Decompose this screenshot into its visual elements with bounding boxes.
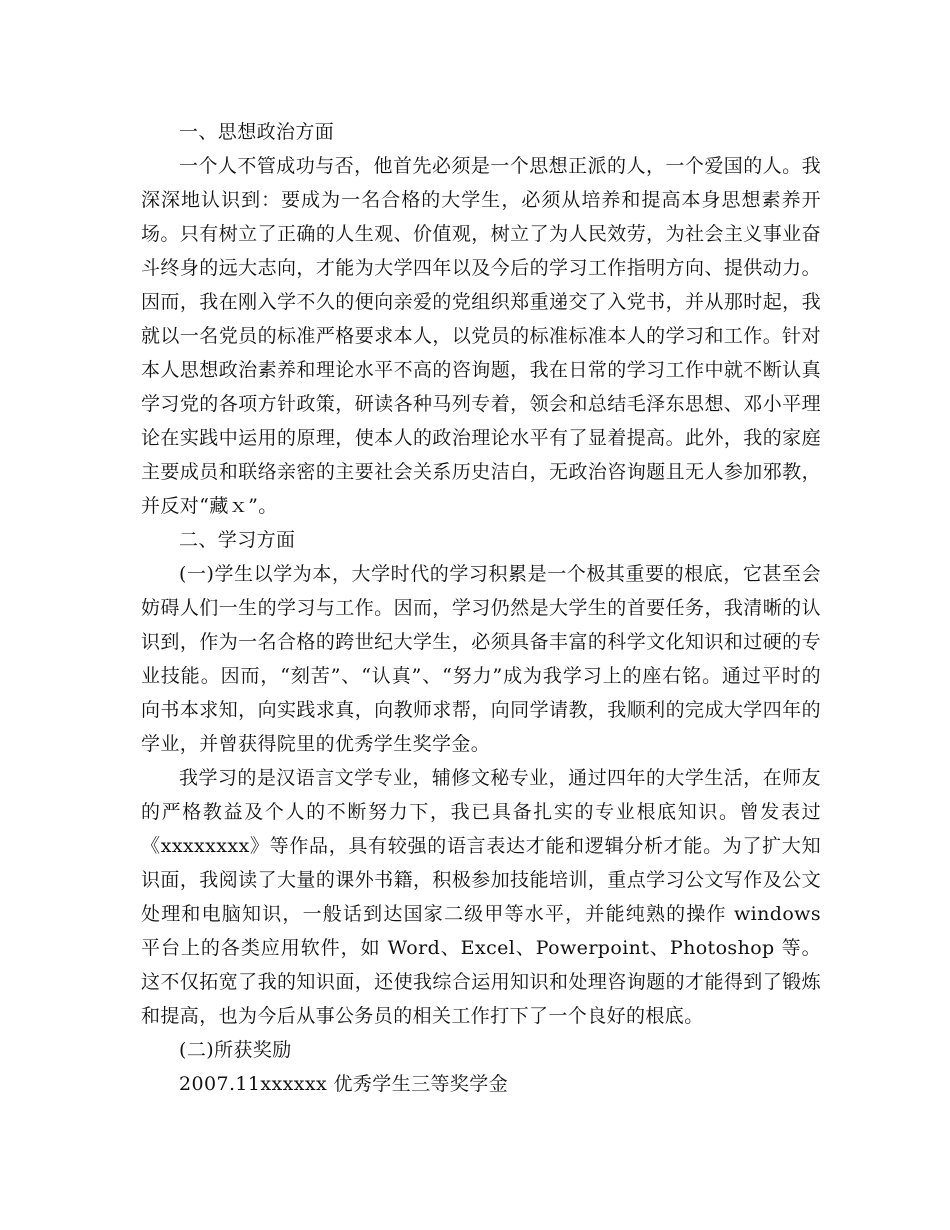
study-paragraph-2: 我学习的是汉语言文学专业，辅修文秘专业，通过四年的大学生活，在师友的严格教益及个人的不断努力下，我已具备扎实的专业根底知识。曾发表过《xxxxxxxx》等作品，具有较强的语言表达才能和逻辑分析才能。为了扩大知识面，我阅读了大量的课外书籍，积极参加技能培训，重点学习公文写作及公文处理和电脑知识，一般话到达国家二级甲等水平，并能纯熟的操作 windows 平台上的各类应用软件，如 Word、Excel、Powerpoint、Photoshop 等。这不仅拓宽了我的知识面，还使我综合运用知识和处理咨询题的才能得到了锻炼和提高，也为今后从事公务员的相关工作打下了一个良好的根底。: [141, 767, 821, 1027]
study-paragraph-1: (一)学生以学为本，大学时代的学习积累是一个极其重要的根底，它甚至会妨碍人们一生的学习与工作。因而，学习仍然是大学生的首要任务，我清晰的认识到，作为一名合格的跨世纪大学生，必须具备丰富的科学文化知识和过硬的专业技能。因而，“刻苦”、“认真”、“努力”成为我学习上的座右铭。通过平时的向书本求知，向实践求真，向教师求帮，向同学请教，我顺利的完成大学四年的学业，并曾获得院里的优秀学生奖学金。: [141, 563, 821, 755]
document-body: [141, 115, 821, 1101]
section-heading-politics: 一、思想政治方面: [179, 121, 335, 143]
politics-paragraph: 一个人不管成功与否，他首先必须是一个思想正派的人，一个爱国的人。我深深地认识到：要成为一名合格的大学生，必须从培养和提高本身思想素养开场。只有树立了正确的人生观、价值观，树立了为人民效劳，为社会主义事业奋斗终身的远大志向，才能为大学四年以及今后的学习工作指明方向、提供动力。因而，我在刚入学不久的便向亲爱的党组织郑重递交了入党书，并从那时起，我就以一名党员的标准严格要求本人，以党员的标准标准本人的学习和工作。针对本人思想政治素养和理论水平不高的咨询题，我在日常的学习工作中就不断认真学习党的各项方针政策，研读各种马列专着，领会和总结毛泽东思想、邓小平理论在实践中运用的原理，使本人的政治理论水平有了显着提高。此外，我的家庭主要成员和联络亲密的主要社会关系历史洁白，无政治咨询题且无人参加邪教，并反对“藏ｘ”。: [141, 155, 821, 517]
award-item: 2007.11xxxxxx 优秀学生三等奖学金: [179, 1073, 509, 1095]
section-heading-study: 二、学习方面: [179, 529, 296, 551]
awards-subheading: (二)所获奖励: [179, 1039, 292, 1061]
